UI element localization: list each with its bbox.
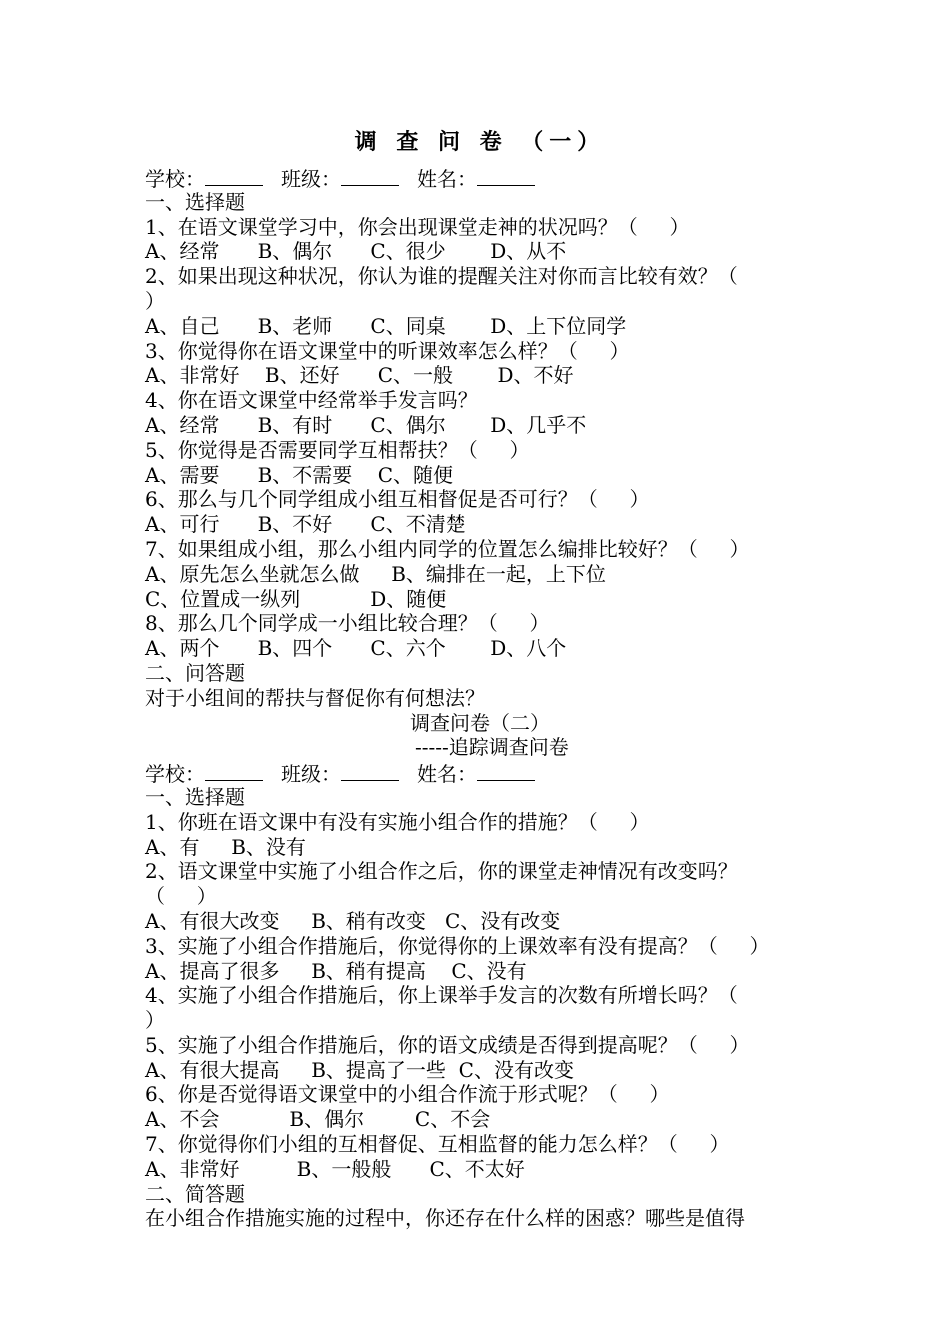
- survey1-line: 7、如果组成小组，那么小组内同学的位置怎么编排比较好？（ ）: [145, 536, 750, 561]
- survey2-line: 4、实施了小组合作措施后，你上课举手发言的次数有所增长吗？（: [145, 983, 738, 1008]
- survey1-line: A、自己 B、老师 C、同桌 D、上下位同学: [145, 313, 627, 338]
- survey1-question: 对于小组间的帮扶与督促你有何想法？: [145, 685, 485, 710]
- survey1-line: 8、那么几个同学成一小组比较合理？（ ）: [145, 611, 550, 636]
- survey2-line: A、非常好 B、一般般 C、不太好: [145, 1156, 525, 1181]
- survey1-line: 5、你觉得是否需要同学互相帮扶？（ ）: [145, 437, 530, 462]
- survey1-title: 调 查 问 卷 （一）: [354, 129, 606, 155]
- survey1-line: 1、在语文课堂学习中，你会出现课堂走神的状况吗？（ ）: [145, 214, 690, 239]
- survey1-line: 4、你在语文课堂中经常举手发言吗？: [145, 388, 478, 413]
- survey1-line: A、非常好 B、还好 C、一般 D、不好: [145, 363, 574, 388]
- survey2-info-row: [145, 760, 815, 785]
- school-label: 学校：: [145, 762, 205, 787]
- survey1-line: A、两个 B、四个 C、六个 D、八个: [145, 636, 567, 661]
- survey1-section-choice: 一、选择题: [145, 189, 245, 214]
- name-label: 姓名：: [417, 762, 477, 787]
- survey2-line: 5、实施了小组合作措施后，你的语文成绩是否得到提高呢？（ ）: [145, 1032, 750, 1057]
- name-blank[interactable]: [477, 165, 535, 186]
- survey1-line: A、经常 B、偶尔 C、很少 D、从不: [145, 239, 567, 264]
- survey1-line: 2、如果出现这种状况，你认为谁的提醒关注对你而言比较有效？（: [145, 264, 738, 289]
- survey1-line: A、可行 B、不好 C、不清楚: [145, 512, 466, 537]
- name-label: 姓名：: [417, 167, 477, 191]
- survey2-line: A、不会 B、偶尔 C、不会: [145, 1107, 491, 1132]
- survey1-line: A、经常 B、有时 C、偶尔 D、几乎不: [145, 412, 587, 437]
- school-label: 学校：: [145, 167, 205, 191]
- survey2-line: ）: [145, 1008, 165, 1033]
- survey2-section-qa: 二、简答题: [145, 1181, 245, 1206]
- survey2-line: A、有很大改变 B、稍有改变 C、没有改变: [145, 908, 561, 933]
- name-blank[interactable]: [477, 760, 535, 781]
- survey2-line: （ ）: [145, 884, 217, 909]
- survey2-subtitle: -----追踪调查问卷: [415, 735, 569, 760]
- survey1-line: A、原先怎么坐就怎么做 B、编排在一起，上下位: [145, 561, 606, 586]
- survey1-line: A、需要 B、不需要 C、随便: [145, 462, 454, 487]
- survey1-line: 6、那么与几个同学组成小组互相督促是否可行？（ ）: [145, 487, 650, 512]
- survey2-line: A、提高了很多 B、稍有提高 C、没有: [145, 958, 527, 983]
- survey1-info-row: [145, 165, 815, 190]
- document-page: [145, 125, 815, 1231]
- school-blank[interactable]: [205, 760, 263, 781]
- school-blank[interactable]: [205, 165, 263, 186]
- class-blank[interactable]: [341, 165, 399, 186]
- class-label: 班级：: [281, 167, 341, 191]
- survey2-line: 6、你是否觉得语文课堂中的小组合作流于形式呢？（ ）: [145, 1082, 670, 1107]
- survey1-line: ）: [145, 288, 165, 313]
- class-blank[interactable]: [341, 760, 399, 781]
- survey2-line: 7、你觉得你们小组的互相督促、互相监督的能力怎么样？（ ）: [145, 1132, 730, 1157]
- survey2-line: 1、你班在语文课中有没有实施小组合作的措施？（ ）: [145, 809, 650, 834]
- survey2-line: A、有 B、没有: [145, 834, 306, 859]
- survey2-line: 3、实施了小组合作措施后，你觉得你的上课效率有没有提高？（ ）: [145, 933, 770, 958]
- class-label: 班级：: [281, 762, 341, 787]
- survey1-line: C、位置成一纵列 D、随便: [145, 586, 447, 611]
- survey2-line: 2、语文课堂中实施了小组合作之后，你的课堂走神情况有改变吗？: [145, 859, 738, 884]
- survey2-section-choice: 一、选择题: [145, 784, 245, 809]
- survey2-line: A、有很大提高 B、提高了一些 C、没有改变: [145, 1057, 574, 1082]
- survey2-title: 调查问卷（二）: [410, 710, 550, 735]
- survey2-question: 在小组合作措施实施的过程中，你还存在什么样的困惑？哪些是值得: [145, 1206, 745, 1231]
- survey1-section-qa: 二、问答题: [145, 660, 245, 685]
- survey1-line: 3、你觉得你在语文课堂中的听课效率怎么样？（ ）: [145, 338, 630, 363]
